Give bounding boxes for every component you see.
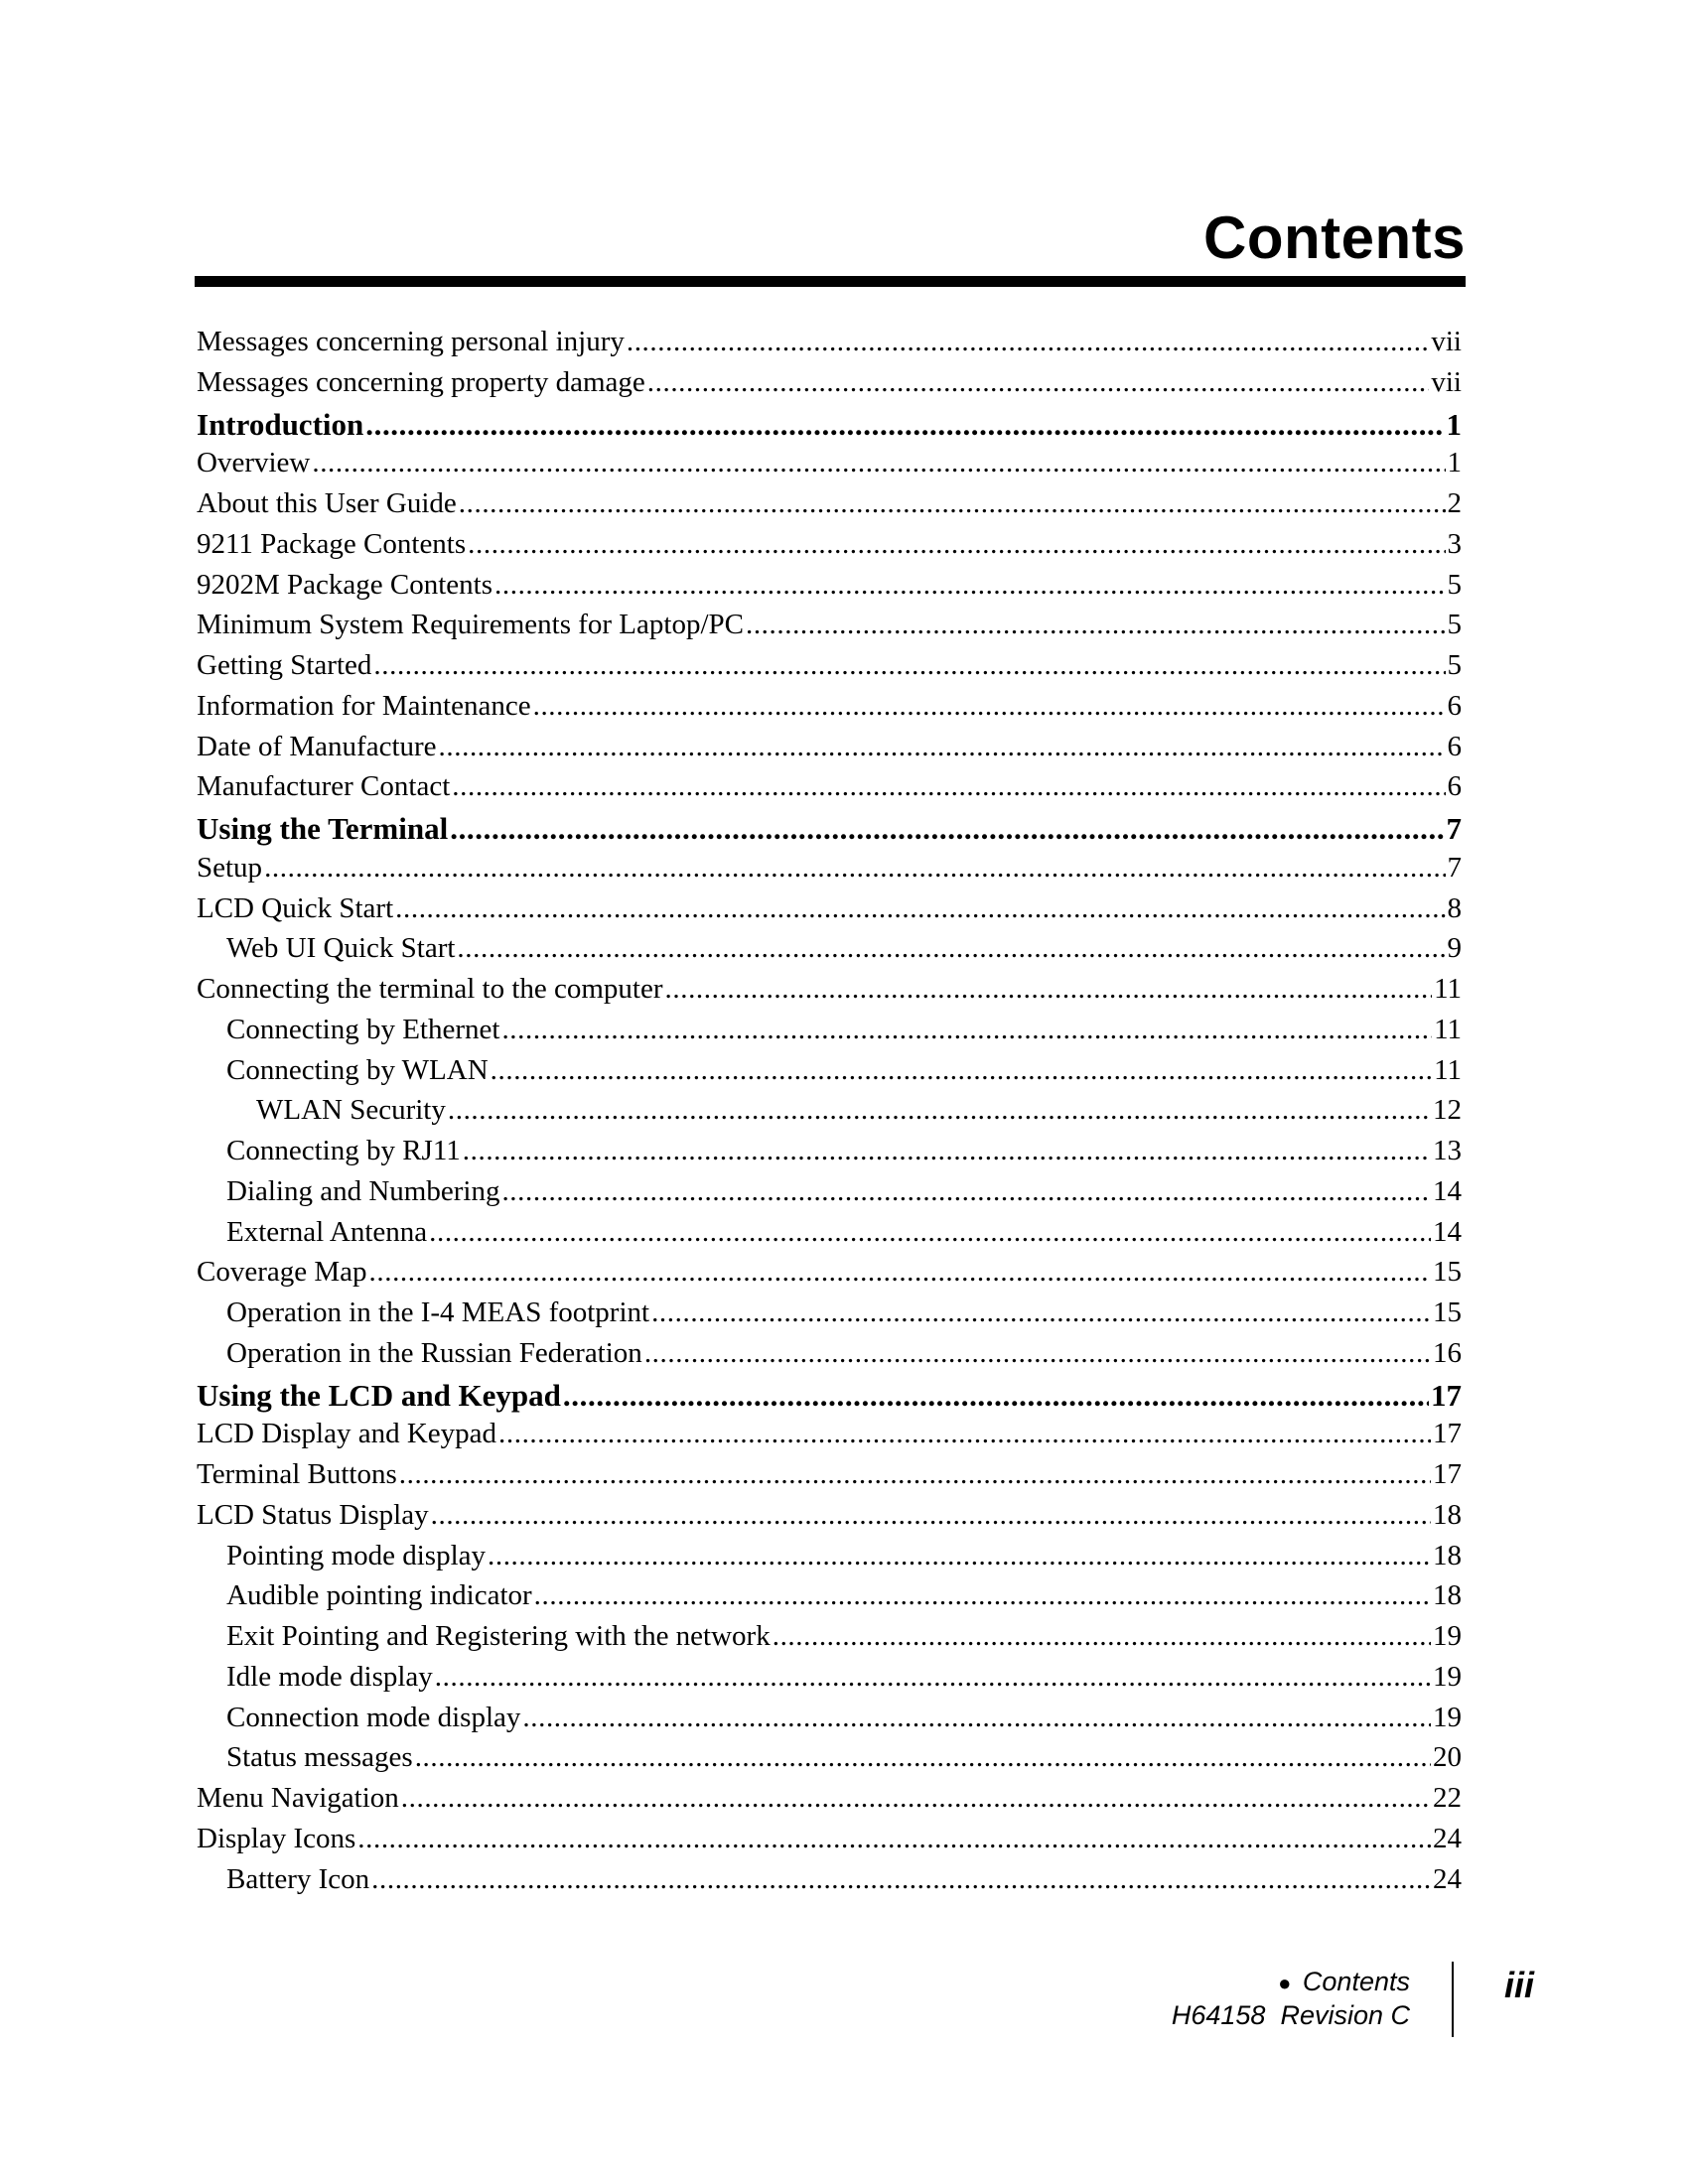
toc-dot-leader	[647, 366, 1430, 399]
title-rule	[195, 276, 1466, 287]
toc-dot-leader	[365, 407, 1444, 443]
toc-entry-page: 1	[1447, 447, 1462, 479]
toc-entry-title: Pointing mode display	[226, 1539, 486, 1571]
toc-entry[interactable]	[197, 1418, 1462, 1458]
toc-dot-leader	[665, 973, 1433, 1006]
bullet-icon: ●	[1278, 1971, 1292, 1995]
toc-entry-page: 19	[1433, 1620, 1462, 1652]
table-of-contents	[197, 326, 1462, 1903]
toc-entry-title: Messages concerning property damage	[197, 365, 645, 398]
toc-dot-leader	[450, 811, 1444, 847]
toc-entry-page: 1	[1446, 406, 1462, 442]
toc-entry-page: vii	[1431, 365, 1462, 398]
toc-dot-leader	[452, 770, 1445, 803]
toc-entry-title: LCD Quick Start	[197, 891, 394, 924]
toc-entry[interactable]	[197, 1540, 1462, 1580]
toc-entry-page: 6	[1447, 689, 1462, 722]
footer-page-number: iii	[1504, 1965, 1535, 2005]
toc-entry[interactable]	[197, 690, 1462, 731]
toc-entry-page: 9	[1447, 932, 1462, 965]
toc-entry-title: LCD Display and Keypad	[197, 1418, 497, 1450]
toc-entry-page: 11	[1434, 1053, 1462, 1086]
toc-entry[interactable]	[197, 1661, 1462, 1702]
toc-entry-page: 17	[1433, 1458, 1462, 1490]
toc-entry[interactable]	[197, 447, 1462, 487]
toc-entry-title: Getting Started	[197, 649, 372, 681]
toc-entry-title: Terminal Buttons	[197, 1458, 397, 1490]
toc-entry-title: 9202M Package Contents	[197, 568, 493, 601]
toc-entry-page: 11	[1434, 973, 1462, 1005]
toc-dot-leader	[459, 487, 1446, 520]
toc-entry[interactable]	[197, 1863, 1462, 1904]
toc-dot-leader	[435, 1661, 1431, 1694]
toc-entry[interactable]	[197, 1620, 1462, 1661]
toc-dot-leader	[501, 1175, 1431, 1208]
toc-entry-title: 9211 Package Contents	[197, 527, 467, 560]
toc-entry[interactable]	[197, 487, 1462, 528]
footer-section-label: Contents	[1302, 1967, 1410, 1996]
toc-entry-page: 15	[1433, 1297, 1462, 1328]
toc-entry-page: 17	[1431, 1377, 1462, 1413]
toc-dot-leader	[488, 1540, 1431, 1572]
toc-entry[interactable]	[197, 1216, 1462, 1257]
toc-entry-title: Operation in the Russian Federation	[226, 1336, 642, 1369]
toc-entry-page: 19	[1433, 1660, 1462, 1693]
toc-dot-leader	[563, 1378, 1429, 1414]
toc-dot-leader	[401, 1782, 1431, 1815]
toc-entry-page: 20	[1433, 1741, 1462, 1774]
toc-entry-title: Exit Pointing and Registering with the network	[226, 1620, 771, 1652]
toc-entry-page: 13	[1433, 1135, 1462, 1166]
toc-dot-leader	[773, 1620, 1431, 1653]
toc-dot-leader	[415, 1741, 1431, 1774]
toc-entry-title: Using the LCD and Keypad	[197, 1377, 561, 1413]
toc-entry[interactable]	[197, 528, 1462, 569]
toc-entry[interactable]	[197, 1256, 1462, 1297]
footer-divider	[1452, 1962, 1454, 2037]
toc-entry-page: 14	[1433, 1174, 1462, 1207]
toc-entry[interactable]	[197, 1135, 1462, 1175]
toc-chapter-entry[interactable]	[197, 407, 1462, 448]
footer-section	[1172, 1966, 1410, 1999]
toc-dot-leader	[463, 1135, 1431, 1167]
toc-dot-leader	[457, 932, 1445, 965]
toc-entry-title: WLAN Security	[256, 1094, 446, 1127]
toc-dot-leader	[746, 609, 1446, 641]
toc-entry-page: 17	[1433, 1418, 1462, 1450]
toc-dot-leader	[491, 1054, 1432, 1087]
toc-entry[interactable]	[197, 1782, 1462, 1823]
toc-dot-leader	[494, 569, 1445, 602]
toc-entry-page: 8	[1447, 891, 1462, 924]
toc-entry-title: Overview	[197, 447, 311, 479]
toc-entry-title: Idle mode display	[226, 1660, 433, 1693]
toc-entry-page: 24	[1433, 1862, 1462, 1895]
toc-dot-leader	[627, 326, 1430, 358]
toc-entry[interactable]	[197, 609, 1462, 649]
toc-entry[interactable]	[197, 1337, 1462, 1378]
toc-entry-page: 5	[1447, 649, 1462, 681]
toc-entry[interactable]	[197, 770, 1462, 811]
toc-dot-leader	[369, 1256, 1431, 1289]
toc-entry[interactable]	[197, 1499, 1462, 1540]
toc-entry-page: vii	[1431, 326, 1462, 357]
toc-entry[interactable]	[197, 1823, 1462, 1863]
toc-entry[interactable]	[197, 1054, 1462, 1095]
toc-entry-title: Manufacturer Contact	[197, 770, 451, 803]
toc-dot-leader	[498, 1418, 1431, 1450]
toc-entry[interactable]	[197, 1741, 1462, 1782]
toc-entry-page: 12	[1433, 1094, 1462, 1127]
toc-entry-title: Display Icons	[197, 1822, 356, 1854]
toc-entry-page: 7	[1446, 811, 1462, 846]
toc-dot-leader	[448, 1094, 1431, 1127]
toc-entry-title: Dialing and Numbering	[226, 1174, 500, 1207]
toc-entry-title: Minimum System Requirements for Laptop/PC	[197, 609, 744, 641]
toc-entry-title: Connecting by Ethernet	[226, 1013, 500, 1045]
toc-entry-title: Coverage Map	[197, 1256, 367, 1289]
toc-entry-page: 11	[1434, 1013, 1462, 1045]
toc-entry-title: Connection mode display	[226, 1701, 521, 1733]
toc-entry-page: 24	[1433, 1822, 1462, 1854]
toc-entry-title: Using the Terminal	[197, 811, 449, 846]
toc-entry[interactable]	[197, 569, 1462, 610]
toc-entry-page: 18	[1433, 1498, 1462, 1531]
toc-entry[interactable]	[197, 1458, 1462, 1499]
toc-entry-title: Connecting by RJ11	[226, 1135, 461, 1166]
toc-entry[interactable]	[197, 649, 1462, 690]
toc-entry-page: 18	[1433, 1579, 1462, 1612]
toc-dot-leader	[468, 528, 1445, 561]
toc-dot-leader	[534, 1579, 1431, 1612]
toc-entry-title: Setup	[197, 851, 263, 884]
toc-dot-leader	[644, 1337, 1431, 1370]
toc-entry-page: 19	[1433, 1701, 1462, 1733]
toc-dot-leader	[439, 731, 1446, 763]
toc-entry[interactable]	[197, 731, 1462, 771]
toc-entry-page: 6	[1447, 730, 1462, 762]
toc-entry-page: 7	[1447, 851, 1462, 884]
toc-entry-page: 18	[1433, 1539, 1462, 1571]
toc-entry[interactable]	[197, 326, 1462, 366]
toc-entry-title: LCD Status Display	[197, 1498, 429, 1531]
toc-entry-page: 5	[1447, 568, 1462, 601]
footer-text	[1172, 1966, 1410, 2032]
toc-entry-title: Connecting by WLAN	[226, 1053, 489, 1086]
toc-entry[interactable]	[197, 973, 1462, 1014]
toc-entry[interactable]	[197, 1297, 1462, 1337]
toc-dot-leader	[533, 690, 1446, 723]
toc-dot-leader	[264, 852, 1445, 885]
toc-entry-title: External Antenna	[226, 1215, 428, 1248]
toc-entry-page: 14	[1433, 1215, 1462, 1248]
toc-dot-leader	[501, 1014, 1432, 1046]
toc-entry-title: About this User Guide	[197, 487, 457, 519]
toc-entry-title: Introduction	[197, 406, 364, 442]
toc-entry-page: 5	[1447, 609, 1462, 641]
toc-entry-title: Date of Manufacture	[197, 730, 437, 762]
toc-entry-page: 22	[1433, 1782, 1462, 1814]
toc-entry-title: Menu Navigation	[197, 1782, 399, 1814]
toc-dot-leader	[395, 892, 1445, 925]
toc-dot-leader	[312, 447, 1445, 479]
toc-entry[interactable]	[197, 892, 1462, 933]
toc-entry-title: Audible pointing indicator	[226, 1579, 532, 1612]
toc-entry[interactable]	[197, 1014, 1462, 1054]
toc-chapter-entry[interactable]	[197, 1378, 1462, 1419]
toc-entry[interactable]	[197, 1094, 1462, 1135]
toc-dot-leader	[399, 1458, 1431, 1491]
toc-entry-title: Web UI Quick Start	[226, 932, 456, 965]
toc-entry[interactable]	[197, 1702, 1462, 1742]
toc-entry[interactable]	[197, 1579, 1462, 1620]
toc-dot-leader	[373, 649, 1445, 682]
toc-chapter-entry[interactable]	[197, 811, 1462, 852]
toc-dot-leader	[651, 1297, 1431, 1329]
toc-entry-title: Connecting the terminal to the computer	[197, 973, 663, 1005]
toc-entry-page: 16	[1433, 1336, 1462, 1369]
toc-entry-title: Information for Maintenance	[197, 689, 531, 722]
toc-dot-leader	[522, 1702, 1431, 1734]
toc-dot-leader	[429, 1216, 1431, 1249]
toc-entry[interactable]	[197, 1175, 1462, 1216]
toc-entry-title: Messages concerning personal injury	[197, 326, 625, 357]
page-footer	[0, 1966, 1688, 2045]
toc-entry-page: 6	[1447, 770, 1462, 803]
toc-entry-title: Status messages	[226, 1741, 413, 1774]
toc-entry-page: 3	[1447, 527, 1462, 560]
page-title: Contents	[1203, 205, 1466, 271]
toc-entry[interactable]	[197, 366, 1462, 407]
toc-entry[interactable]	[197, 852, 1462, 892]
toc-dot-leader	[371, 1863, 1431, 1896]
toc-entry-title: Battery Icon	[226, 1862, 370, 1895]
footer-doc-id: H64158 Revision C	[1171, 2000, 1410, 2030]
toc-entry-page: 15	[1433, 1256, 1462, 1289]
toc-dot-leader	[431, 1499, 1431, 1532]
toc-entry[interactable]	[197, 932, 1462, 973]
toc-entry-page: 2	[1447, 487, 1462, 519]
toc-dot-leader	[357, 1823, 1431, 1855]
toc-entry-title: Operation in the I-4 MEAS footprint	[226, 1297, 650, 1328]
